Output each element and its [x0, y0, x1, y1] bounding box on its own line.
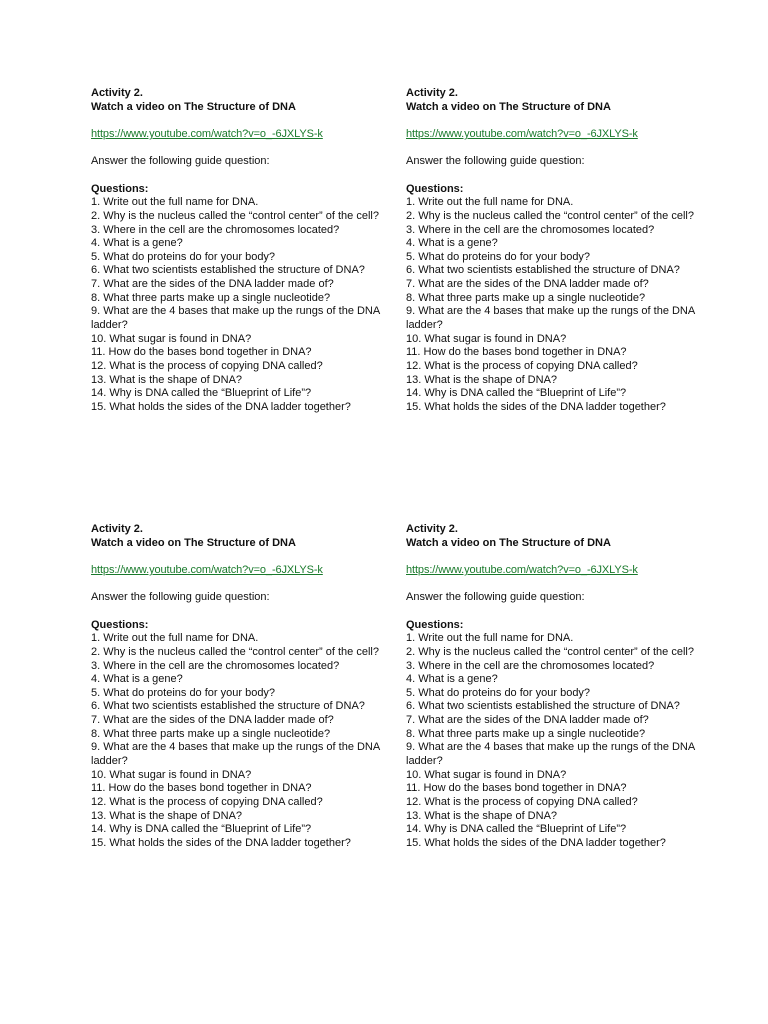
- video-link[interactable]: https://www.youtube.com/watch?v=o_-6JXLYS-k: [91, 563, 323, 576]
- question-item: 6. What two scientists established the structure of DNA?: [406, 700, 680, 713]
- question-item: 7. What are the sides of the DNA ladder made of?: [91, 278, 334, 291]
- activity-subtitle: Watch a video on The Structure of DNA: [91, 536, 296, 549]
- question-item: 3. Where in the cell are the chromosomes located?: [91, 659, 340, 672]
- question-item: 6. What two scientists established the structure of DNA?: [91, 700, 365, 713]
- question-item: 1. Write out the full name for DNA.: [406, 632, 574, 645]
- question-item: 7. What are the sides of the DNA ladder made of?: [406, 278, 649, 291]
- activity-block-top-right: [406, 87, 696, 415]
- instruction-text: Answer the following guide question:: [91, 155, 270, 168]
- question-item: 9. What are the 4 bases that make up the rungs of the DNA ladder?: [91, 741, 380, 768]
- question-item: 13. What is the shape of DNA?: [91, 809, 243, 822]
- instruction-text: Answer the following guide question:: [406, 155, 585, 168]
- activity-title: Activity 2.: [406, 523, 458, 535]
- question-item: 5. What do proteins do for your body?: [91, 250, 276, 263]
- question-list: [406, 196, 696, 415]
- question-item: 5. What do proteins do for your body?: [406, 250, 591, 263]
- question-item: 5. What do proteins do for your body?: [406, 686, 591, 699]
- question-item: 1. Write out the full name for DNA.: [91, 632, 259, 645]
- question-item: 9. What are the 4 bases that make up the rungs of the DNA ladder?: [406, 305, 695, 332]
- questions-heading: Questions:: [406, 618, 464, 631]
- activity-block-bottom-right: [406, 523, 696, 851]
- question-item: 12. What is the process of copying DNA called?: [406, 360, 638, 373]
- question-item: 5. What do proteins do for your body?: [91, 686, 276, 699]
- question-item: 8. What three parts make up a single nucleotide?: [91, 727, 331, 740]
- video-link[interactable]: https://www.youtube.com/watch?v=o_-6JXLYS-k: [406, 563, 638, 576]
- question-item: 4. What is a gene?: [91, 673, 183, 686]
- question-item: 9. What are the 4 bases that make up the rungs of the DNA ladder?: [406, 741, 695, 768]
- question-item: 11. How do the bases bond together in DNA?: [406, 782, 627, 795]
- question-item: 6. What two scientists established the structure of DNA?: [91, 264, 365, 277]
- question-item: 10. What sugar is found in DNA?: [91, 768, 252, 781]
- question-item: 3. Where in the cell are the chromosomes located?: [406, 659, 655, 672]
- question-item: 14. Why is DNA called the “Blueprint of Life”?: [406, 823, 627, 836]
- question-item: 4. What is a gene?: [406, 237, 498, 250]
- question-item: 8. What three parts make up a single nucleotide?: [406, 291, 646, 304]
- instruction-text: Answer the following guide question:: [91, 591, 270, 604]
- question-item: 9. What are the 4 bases that make up the rungs of the DNA ladder?: [91, 305, 380, 332]
- question-item: 11. How do the bases bond together in DNA?: [406, 346, 627, 359]
- activity-subtitle: Watch a video on The Structure of DNA: [91, 100, 296, 113]
- question-item: 11. How do the bases bond together in DNA?: [91, 782, 312, 795]
- question-item: 13. What is the shape of DNA?: [406, 373, 558, 386]
- questions-heading: Questions:: [406, 182, 464, 195]
- question-item: 13. What is the shape of DNA?: [91, 373, 243, 386]
- question-item: 12. What is the process of copying DNA called?: [406, 796, 638, 809]
- question-item: 10. What sugar is found in DNA?: [406, 768, 567, 781]
- question-item: 4. What is a gene?: [91, 237, 183, 250]
- question-item: 3. Where in the cell are the chromosomes located?: [406, 223, 655, 236]
- activity-title: Activity 2.: [91, 523, 143, 535]
- question-item: 10. What sugar is found in DNA?: [91, 332, 252, 345]
- video-link[interactable]: https://www.youtube.com/watch?v=o_-6JXLYS-k: [91, 127, 323, 140]
- question-item: 14. Why is DNA called the “Blueprint of Life”?: [91, 387, 312, 400]
- instruction-text: Answer the following guide question:: [406, 591, 585, 604]
- question-item: 4. What is a gene?: [406, 673, 498, 686]
- questions-heading: Questions:: [91, 618, 149, 631]
- activity-subtitle: Watch a video on The Structure of DNA: [406, 100, 611, 113]
- question-item: 12. What is the process of copying DNA called?: [91, 796, 323, 809]
- activity-title: Activity 2.: [406, 87, 458, 99]
- question-item: 10. What sugar is found in DNA?: [406, 332, 567, 345]
- question-item: 7. What are the sides of the DNA ladder made of?: [91, 714, 334, 727]
- question-item: 3. Where in the cell are the chromosomes located?: [91, 223, 340, 236]
- question-item: 15. What holds the sides of the DNA ladder together?: [91, 401, 351, 414]
- question-item: 14. Why is DNA called the “Blueprint of Life”?: [91, 823, 312, 836]
- question-item: 8. What three parts make up a single nucleotide?: [406, 727, 646, 740]
- question-item: 12. What is the process of copying DNA called?: [91, 360, 323, 373]
- question-item: 2. Why is the nucleus called the “control center” of the cell?: [91, 645, 379, 658]
- question-item: 13. What is the shape of DNA?: [406, 809, 558, 822]
- question-item: 7. What are the sides of the DNA ladder made of?: [406, 714, 649, 727]
- question-item: 6. What two scientists established the structure of DNA?: [406, 264, 680, 277]
- question-item: 2. Why is the nucleus called the “control center” of the cell?: [406, 209, 694, 222]
- question-list: [91, 632, 381, 851]
- question-item: 1. Write out the full name for DNA.: [91, 196, 259, 209]
- question-item: 15. What holds the sides of the DNA ladder together?: [91, 837, 351, 850]
- question-item: 8. What three parts make up a single nucleotide?: [91, 291, 331, 304]
- question-item: 2. Why is the nucleus called the “control center” of the cell?: [91, 209, 379, 222]
- activity-block-top-left: [91, 87, 381, 415]
- question-list: [91, 196, 381, 415]
- question-item: 1. Write out the full name for DNA.: [406, 196, 574, 209]
- activity-block-bottom-left: [91, 523, 381, 851]
- video-link[interactable]: https://www.youtube.com/watch?v=o_-6JXLYS-k: [406, 127, 638, 140]
- activity-title: Activity 2.: [91, 87, 143, 99]
- question-item: 11. How do the bases bond together in DNA?: [91, 346, 312, 359]
- question-item: 2. Why is the nucleus called the “control center” of the cell?: [406, 645, 694, 658]
- question-item: 15. What holds the sides of the DNA ladder together?: [406, 401, 666, 414]
- question-list: [406, 632, 696, 851]
- question-item: 15. What holds the sides of the DNA ladder together?: [406, 837, 666, 850]
- question-item: 14. Why is DNA called the “Blueprint of Life”?: [406, 387, 627, 400]
- activity-subtitle: Watch a video on The Structure of DNA: [406, 536, 611, 549]
- questions-heading: Questions:: [91, 182, 149, 195]
